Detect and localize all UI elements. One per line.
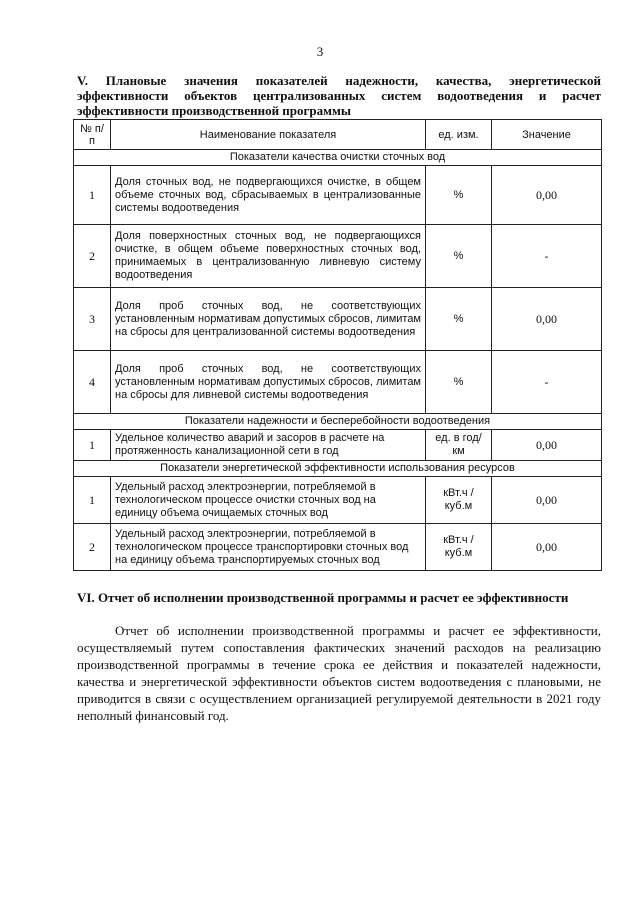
table-row <box>74 166 602 225</box>
row-num: 2 <box>74 524 111 571</box>
row-value: 0,00 <box>492 166 602 225</box>
table-row <box>74 351 602 414</box>
group-reliability: Показатели надежности и бесперебойности водоотведения <box>74 414 602 430</box>
row-num: 1 <box>74 430 111 461</box>
row-num: 1 <box>74 166 111 225</box>
section-5-heading-line-1: V. Плановые значения показателей надежности, качества, энергетической <box>77 73 601 88</box>
table-row <box>74 430 602 461</box>
row-value: 0,00 <box>492 430 602 461</box>
row-name: Доля сточных вод, не подвергающихся очистке, в общем объеме сточных вод, сбрасываемых в централизованные системы водоотведения <box>111 166 426 225</box>
row-name: Удельный расход электроэнергии, потребляемой в технологическом процессе очистки сточных вод на единицу объема очищаемых сточных вод <box>111 477 426 524</box>
header-num: № п/п <box>74 120 111 150</box>
page-number: 3 <box>316 44 324 59</box>
row-unit: % <box>426 288 492 351</box>
header-value: Значение <box>492 120 602 150</box>
row-unit: ед. в год/ км <box>426 430 492 461</box>
row-num: 4 <box>74 351 111 414</box>
table-row <box>74 225 602 288</box>
table-row <box>74 524 602 571</box>
row-value: - <box>492 225 602 288</box>
row-value: 0,00 <box>492 524 602 571</box>
section-6-paragraph: Отчет об исполнении производственной программы и расчет ее эффективности, осуществляемый путем сопоставления фактических значений расходов на реализацию производственной программы в течение срока ее действия и показателей надежности, качества и энергетической эффективности объектов систем водоотведения с плановыми, не приводится в связи с осуществлением организацией регулируемой деятельности в 2021 году неполный финансовый год. <box>77 623 601 723</box>
row-unit: % <box>426 225 492 288</box>
group-row <box>74 414 602 430</box>
section-5-heading-line-3: эффективности производственной программы <box>77 103 352 118</box>
row-name: Доля проб сточных вод, не соответствующих установленным нормативам допустимых сбросов, лимитам на сбросы для ливневой системы водоотведения <box>111 351 426 414</box>
row-name: Удельный расход электроэнергии, потребляемой в технологическом процессе транспортировки сточных вод на единицу объема транспортируемых сточных вод <box>111 524 426 571</box>
indicators-table <box>73 119 602 571</box>
row-name: Доля поверхностных сточных вод, не подвергающихся очистке, в общем объеме поверхностных сточных вод, принимаемых в централизованную ливневую систему водоотведения <box>111 225 426 288</box>
row-value: - <box>492 351 602 414</box>
table-row <box>74 477 602 524</box>
row-num: 3 <box>74 288 111 351</box>
header-name: Наименование показателя <box>111 120 426 150</box>
row-value: 0,00 <box>492 477 602 524</box>
row-num: 2 <box>74 225 111 288</box>
row-unit: % <box>426 351 492 414</box>
section-6-heading: VI. Отчет об исполнении производственной программы и расчет ее эффективности <box>77 590 569 605</box>
group-row <box>74 461 602 477</box>
row-num: 1 <box>74 477 111 524</box>
section-5-heading <box>77 73 601 118</box>
row-unit: кВт.ч / куб.м <box>426 477 492 524</box>
group-row <box>74 150 602 166</box>
row-unit: кВт.ч / куб.м <box>426 524 492 571</box>
group-quality: Показатели качества очистки сточных вод <box>74 150 602 166</box>
table-row <box>74 288 602 351</box>
row-unit: % <box>426 166 492 225</box>
table-header-row <box>74 120 602 150</box>
section-5-heading-line-2: эффективности объектов централизованных систем водоотведения и расчет <box>77 88 601 103</box>
row-name: Доля проб сточных вод, не соответствующих установленным нормативам допустимых сбросов, лимитам на сбросы для централизованной системы водоотведения <box>111 288 426 351</box>
group-energy: Показатели энергетической эффективности использования ресурсов <box>74 461 602 477</box>
row-name: Удельное количество аварий и засоров в расчете на протяженность канализационной сети в год <box>111 430 426 461</box>
header-unit: ед. изм. <box>426 120 492 150</box>
row-value: 0,00 <box>492 288 602 351</box>
